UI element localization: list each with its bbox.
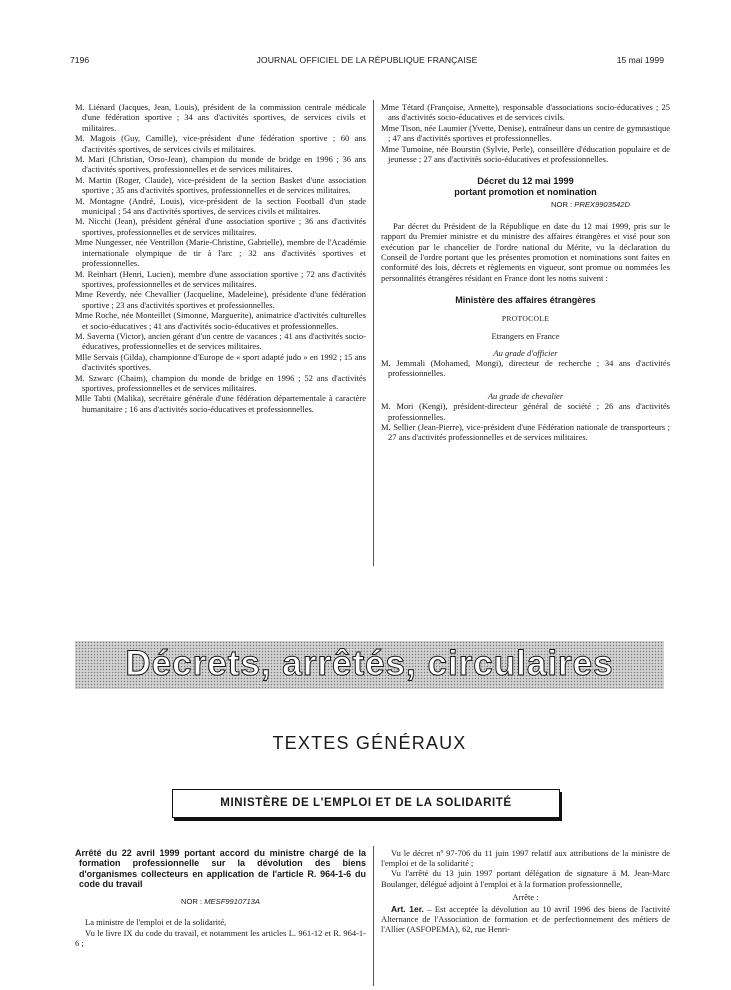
right-column	[381, 102, 670, 443]
arrete-nor	[75, 897, 366, 907]
article-label: Art. 1er.	[391, 904, 424, 915]
arrete-paragraph: Vu le livre IX du code du travail, et notamment les articles L. 961-12 et R. 964-1-6 ;	[75, 927, 366, 948]
list-item: M. Martin (Roger, Claude), vice-président de la section Basket d'une association sportive ; 35 ans d'activités sportives, professionnelles et de services militaires.	[75, 174, 366, 196]
list-item: Mlle Tabti (Malika), secrétaire générale d'une fédération départementale à caractère humanitaire ; 16 ans d'activités socio-éducatives et professionnelles.	[75, 393, 366, 414]
list-item: M. Mori (Kengi), président-directeur général de société ; 26 ans d'activités professionnelles.	[381, 401, 670, 422]
list-item: Mlle Servais (Gilda), championne d'Europe de « sport adapté judo » en 1992 ; 15 ans d'activités sportives.	[75, 351, 366, 373]
arrete-right-column	[381, 848, 670, 935]
issue-date: 15 mai 1999	[616, 55, 664, 65]
grade-officier-heading: Au grade d'officier	[493, 347, 558, 358]
arrete-paragraph: La ministre de l'emploi et de la solidarité,	[85, 917, 227, 928]
decree-nor	[381, 200, 630, 210]
nor-label: NOR :	[551, 200, 575, 210]
list-item: M. Saverna (Victor), ancien gérant d'un centre de vacances ; 41 ans d'activités socio-éducatives, professionnelles et de services militaires.	[75, 330, 366, 352]
page-header	[70, 55, 664, 69]
grade-chevalier-heading: Au grade de chevalier	[487, 390, 564, 401]
journal-title: JOURNAL OFFICIEL DE LA RÉPUBLIQUE FRANÇAISE	[256, 55, 478, 65]
list-item: Mme Tison, née Laumier (Yvette, Denise), entraîneur dans un centre de gymnastique ; 47 ans d'activités sportives et professionnelles.	[381, 122, 671, 144]
list-item: Mme Tumoine, née Bourstin (Sylvie, Perle), conseillère d'éducation populaire et de jeunesse ; 27 ans d'activités socio-éducatives et professionnelles.	[381, 143, 670, 165]
arrete-left-column	[75, 848, 366, 948]
decree-title-line-2: portant promotion et nomination	[454, 187, 597, 198]
nor-code: PREX9903542D	[574, 200, 630, 210]
arrete-heading: Arrête :	[512, 891, 539, 902]
arrete-paragraph: Vu l'arrêté du 13 juin 1997 portant délégation de signature à M. Jean-Marc Boulanger, délégué adjoint à l'emploi et à la formation professionnelle,	[381, 868, 670, 889]
page-number: 7196	[70, 55, 90, 65]
list-item: M. Liénard (Jacques, Jean, Louis), président de la commission centrale médicale d'une fédération sportive ; 34 ans d'activités sportives, de services civils et militaires.	[75, 102, 366, 133]
list-item: M. Nicchi (Jean), président général d'une association sportive ; 36 ans d'activités sportives, professionnelles et de services militaires.	[75, 216, 366, 237]
list-item: M. Szwarc (Chaim), champion du monde de bridge en 1996 ; 52 ans d'activités sportives, professionnelles et de services militaires.	[75, 372, 366, 393]
article-text: – Est acceptée la dévolution au 10 avril 1996 des biens de l'activité Alternance de l'Association de formation et de perfectionnement des métiers de l'Allier (ASFOPEMA), 62, rue Henri-	[381, 904, 671, 935]
list-item: Mme Nungesser, née Ventrillon (Marie-Christine, Gabrielle), membre de l'Académie internationale olympique de tir à l'arc ; 32 ans d'activités sportives et professionnelles.	[75, 237, 366, 269]
list-item: M. Reinhart (Henri, Lucien), membre d'une association sportive ; 72 ans d'activités sportives, professionnelles et de services militaires.	[75, 268, 366, 289]
section-banner	[75, 641, 664, 689]
list-item: Mme Tétard (Françoise, Annette), responsable d'associations socio-éducatives ; 25 ans d'activités socio-éducatives et de services civils.	[381, 102, 670, 123]
column-divider	[373, 100, 374, 566]
list-item: Mme Reverdy, née Chevallier (Jacqueline, Madeleine), présidente d'une fédération sportive ; 23 ans d'activités sportives et professionnelles.	[75, 289, 366, 310]
list-item: M. Mari (Christian, Orso-Jean), champion du monde de bridge en 1996 ; 36 ans d'activités sportives, professionnelles et de services militaires.	[75, 154, 366, 175]
arrete-paragraph: Vu le décret nº 97-706 du 11 juin 1997 relatif aux attributions de la ministre de l'emploi et de la solidarité ;	[381, 848, 670, 869]
left-column	[75, 102, 366, 414]
column-divider	[373, 846, 374, 986]
arrete-title: Arrêté du 22 avril 1999 portant accord du ministre chargé de la formation professionnelle sur la dévolution des biens d'organismes collecteurs en application de l'article R. 964-1-6 du code du travail	[75, 848, 366, 889]
list-item: M. Magois (Guy, Camille), vice-président d'une fédération sportive ; 60 ans d'activités sportives, de services civils et militaires.	[75, 133, 366, 154]
list-item: M. Montagne (André, Louis), vice-président de la section Football d'un stade municipal ; 54 ans d'activités sportives, de services civils et militaires.	[75, 195, 366, 217]
protocole-heading: PROTOCOLE	[501, 313, 550, 323]
banner-title: Décrets, arrêtés, circulaires	[125, 644, 614, 683]
ministry-box: MINISTÈRE DE L'EMPLOI ET DE LA SOLIDARITÉ	[172, 789, 560, 818]
list-item: Mme Roche, née Monteillet (Simonne, Marguerite), animatrice d'activités culturelles et socio-éducatives ; 41 ans d'activités socio-éducatives et professionnelles.	[75, 310, 366, 331]
list-item: M. Jemmali (Mohamed, Mongi), directeur de recherche ; 34 ans d'activités professionnelles.	[381, 357, 670, 379]
list-item: M. Sellier (Jean-Pierre), vice-président d'une Fédération nationale de transporteurs ; 27 ans d'activités professionnelles et de services militaires.	[381, 421, 670, 443]
nor-code: MESF9910713A	[204, 897, 260, 907]
article-1	[381, 904, 670, 935]
nor-label: NOR :	[181, 897, 205, 907]
ministry-heading: Ministère des affaires étrangères	[455, 295, 596, 306]
decree-paragraph: Par décret du Président de la République en date du 12 mai 1999, pris sur le rapport du Premier ministre et du ministre des affaires étrangères et visé pour son exécution par le chancelier de l'ordre national du Mérite, vu la déclaration du Conseil de l'ordre portant que les présentes promotion et nominations sont faites en conformité des lois, décrets et règlements en vigueur, sont promue ou nommées les personnalités étrangères résidant en France dont les noms suivent :	[381, 220, 670, 283]
decree-title	[381, 176, 670, 198]
section-title: TEXTES GÉNÉRAUX	[272, 733, 467, 753]
decree-title-line-1: Décret du 12 mai 1999	[477, 176, 574, 187]
etrangers-heading: Etrangers en France	[491, 331, 560, 342]
